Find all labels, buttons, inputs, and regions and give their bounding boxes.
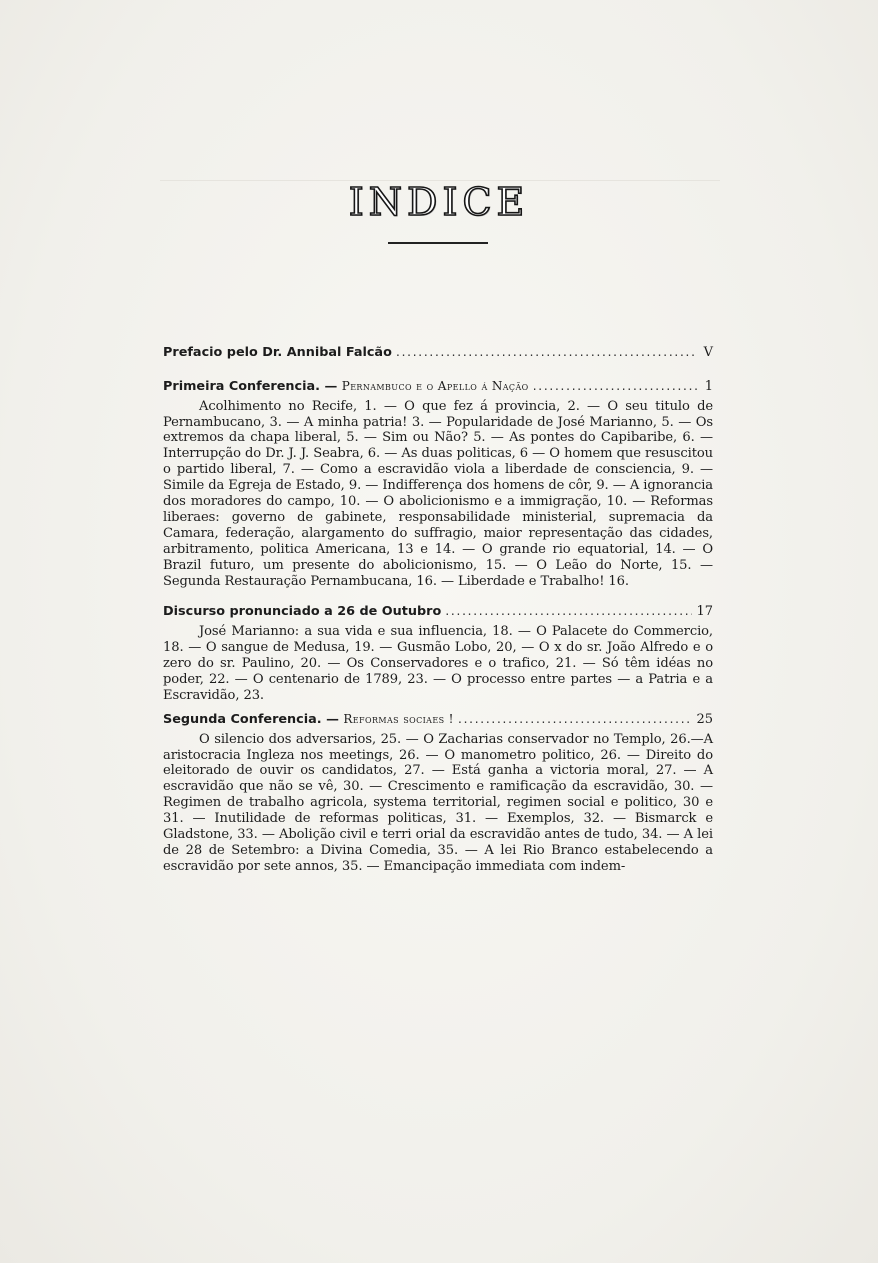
page-title: INDICE [348,180,530,224]
index-content [163,345,713,875]
entry-heading: Discurso pronunciado a 26 de Outubro [163,604,442,620]
title-underline [388,242,488,244]
entry-summary: Acolhimento no Recife, 1. — O que fez á provincia, 2. — O seu titulo de Pernambucano, 3. — A minha patria! 3. — Popularidade de José Marianno, 5. — Os extremos da chapa liberal, 5. — Sim ou Não? 5. — As pontes do Capibaribe, 6. — Interrupção do Dr. J. J. Seabra, 6. — As duas politicas, 6 — O homem que resuscitou o partido liberal, 7. — Como a escravidão viola a liberdade de consciencia, 9. — Simile da Egreja de Estado, 9. — Indifferença dos homens de côr, 9. — A ignorancia dos moradores do campo, 10. — O abolicionismo e a immigração, 10. — Reformas liberaes: governo de gabinete, responsabilidade ministerial, supremacia da Camara, federação, alargamento do suffragio, maior representação das cidades, arbitramento, politica Americana, 13 e 14. — O grande rio equatorial, 14. — O Brazil futuro, um presente do abolicionismo, 15. — O Leão do Norte, 15. — Segunda Restauração Pernambucana, 16. — Liberdade e Trabalho! 16. [163,398,713,589]
entry-heading: Primeira Conferencia. — [163,378,338,394]
entry-page-number: 25 [696,711,713,727]
entry-page-number: 1 [704,378,713,394]
entry-summary: O silencio dos adversarios, 25. — O Zacharias conservador no Templo, 26.—A aristocracia Ingleza nos meetings, 26. — O manometro politico, 26. — Direito do eleitorado de ouvir os candidatos, 27. — Está ganha a victoria moral, 27. — A escravidão que não se vê, 30. — Crescimento e ramificação da escravidão, 30. — Regimen de trabalho agricola, systema territorial, regimen social e politico, 30 e 31. — Inutilidade de reformas politicas, 31. — Exemplos, 32. — Bismarck e Gladstone, 33. — Abolição civil e terri orial da escravidão antes de tudo, 34. — A lei de 28 de Setembro: a Divina Comedia, 35. — A lei Rio Branco estabelecendo a escravidão por sete annos, 35. — Emancipação immediata com indem- [163,731,713,874]
leader-dots [533,379,697,395]
entry-summary: José Marianno: a sua vida e sua influencia, 18. — O Palacete do Commercio, 18. — O sangue de Medusa, 19. — Gusmão Lobo, 20, — O x do sr. João Alfredo e o zero do sr. Paulino, 20. — Os Conservadores e o trafico, 21. — Só têm idéas no poder, 22. — O centenario de 1789, 23. — O processo entre partes — a Patria e a Escravidão, 23. [163,624,713,703]
index-entry-prefacio [163,345,713,361]
index-entry-segunda-conferencia [163,712,713,728]
entry-heading: Prefacio pelo Dr. Annibal Falcão [163,345,392,360]
index-entry-discurso [163,604,713,620]
leader-dots [396,345,697,361]
leader-dots [445,604,692,620]
entry-page-number: V [703,345,713,360]
leader-dots [458,712,693,728]
index-entry-primeira-conferencia [163,379,713,395]
entry-page-number: 17 [696,604,713,620]
entry-subtitle: Pernambuco e o Apello á Nação [341,378,529,393]
entry-heading: Segunda Conferencia. — [163,711,339,727]
entry-subtitle: Reformas sociaes ! [343,711,454,726]
